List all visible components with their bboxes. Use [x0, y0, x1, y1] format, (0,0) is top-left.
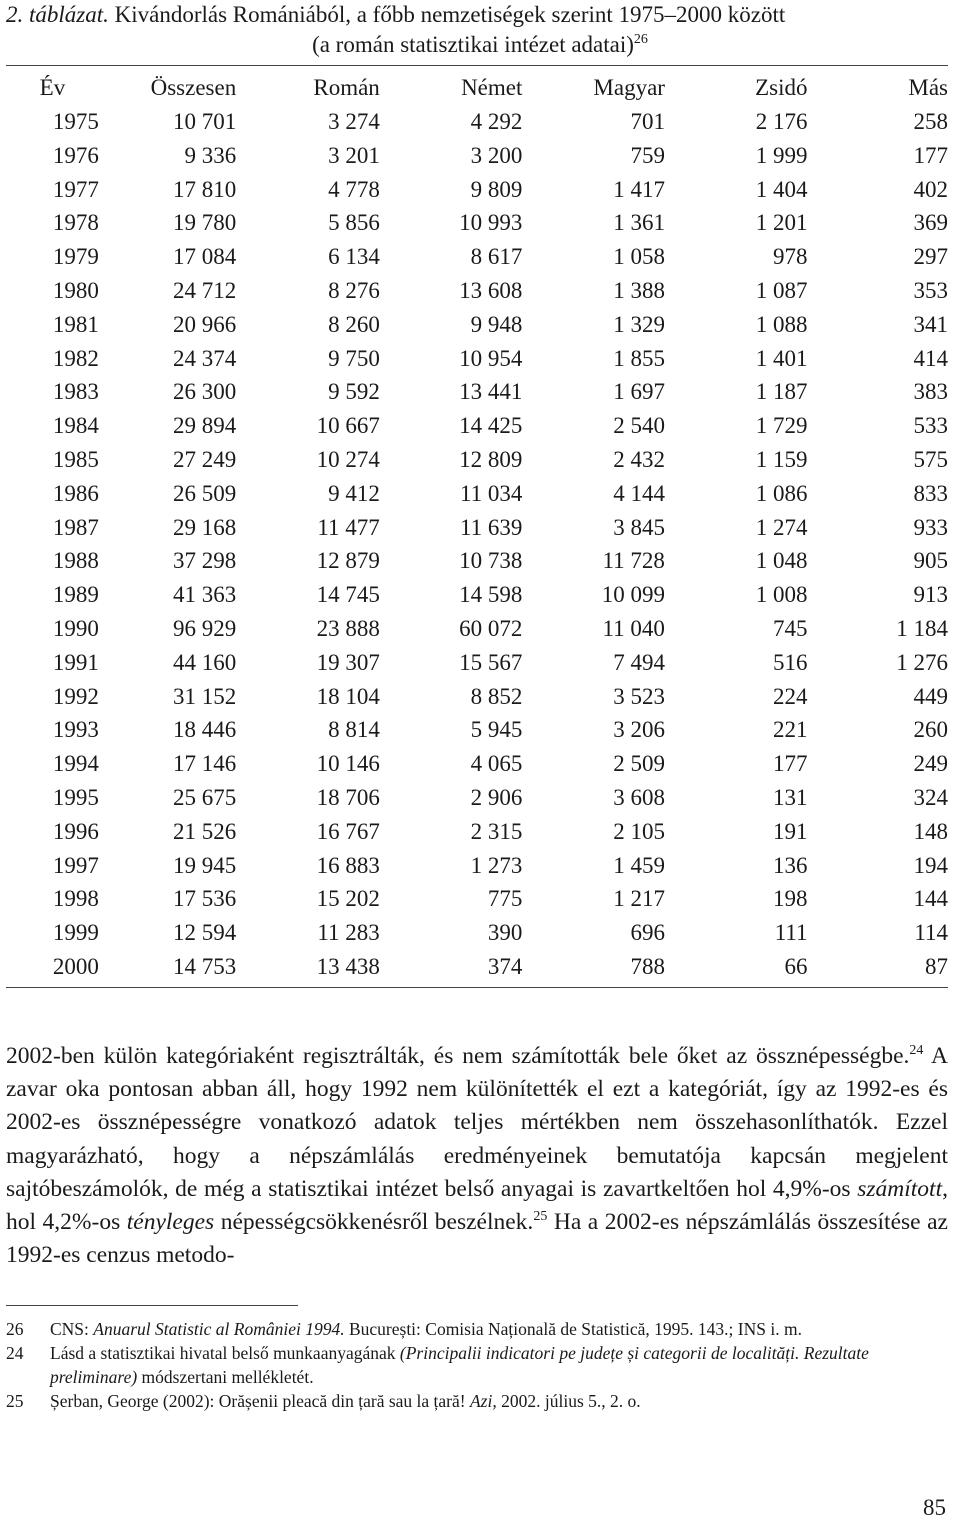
cell-total: 26 509: [172, 480, 237, 506]
cell-total: 31 152: [172, 683, 237, 709]
cell-jewish: 191: [773, 818, 808, 844]
cell-romanian: 23 888: [316, 615, 380, 641]
table-row: [6, 206, 948, 240]
cell-german: 2 315: [470, 818, 523, 844]
table-row: [6, 274, 948, 308]
footnote-text: CNS:: [50, 1319, 94, 1339]
table-row: [6, 950, 948, 984]
cell-other: 144: [913, 886, 948, 912]
cell-total: 9 336: [184, 142, 237, 168]
cell-hungarian: 1 329: [613, 311, 665, 337]
footnote-ref-24: 24: [909, 1043, 924, 1058]
cell-hungarian: 1 388: [613, 277, 665, 303]
cell-other: 1 184: [896, 615, 948, 641]
cell-jewish: 1 088: [755, 311, 808, 337]
cell-jewish: 516: [773, 649, 808, 675]
cell-jewish: 111: [774, 920, 808, 946]
cell-german: 11 639: [459, 514, 523, 540]
cell-other: 913: [913, 582, 948, 608]
footnote-24: [6, 1341, 948, 1389]
cell-total: 18 446: [172, 717, 237, 743]
cell-other: 260: [913, 717, 948, 743]
cell-total: 26 300: [172, 379, 237, 405]
table-row: [6, 578, 948, 612]
cell-hungarian: 2 540: [613, 413, 665, 439]
cell-total: 24 374: [172, 345, 237, 371]
cell-other: 449: [913, 683, 948, 709]
cell-total: 21 526: [172, 818, 237, 844]
cell-year: 1991: [52, 649, 99, 675]
cell-jewish: 1 048: [755, 548, 808, 574]
cell-year: 1994: [52, 751, 99, 777]
cell-romanian: 6 134: [328, 244, 380, 270]
cell-total: 17 536: [172, 886, 237, 912]
table-row: [6, 375, 948, 409]
cell-year: 1990: [52, 615, 99, 641]
footnote-title: (Principalii indicatori pe județe și categorii de localități. Rezultate preliminare): [50, 1343, 869, 1387]
cell-german: 8 852: [470, 683, 523, 709]
cell-year: 1988: [52, 548, 99, 574]
cell-german: 14 425: [459, 413, 523, 439]
cell-other: 324: [913, 784, 948, 810]
cell-other: 87: [925, 953, 948, 979]
cell-german: 10 993: [459, 210, 523, 236]
footnotes: [6, 1317, 948, 1413]
cell-romanian: 9 592: [328, 379, 380, 405]
cell-total: 24 712: [172, 277, 237, 303]
cell-jewish: 745: [773, 615, 808, 641]
cell-jewish: 224: [773, 683, 808, 709]
table-row: [6, 308, 948, 342]
cell-german: 12 809: [459, 446, 523, 472]
body-emphasis-computed: számított: [857, 1175, 943, 1202]
cell-other: 369: [913, 210, 948, 236]
cell-romanian: 11 477: [317, 514, 380, 540]
footnote-separator: [6, 1305, 298, 1306]
header-total: Összesen: [150, 75, 237, 101]
cell-jewish: 978: [773, 244, 808, 270]
cell-year: 1989: [52, 582, 99, 608]
cell-jewish: 1 729: [755, 413, 808, 439]
cell-jewish: 177: [773, 751, 808, 777]
footnote-number: 26: [6, 1319, 24, 1339]
cell-jewish: 66: [784, 953, 808, 979]
cell-romanian: 3 274: [328, 109, 380, 134]
cell-german: 390: [487, 920, 523, 946]
page-number: 85: [923, 1495, 946, 1520]
cell-jewish: 1 008: [755, 582, 808, 608]
cell-total: 29 168: [172, 514, 237, 540]
cell-hungarian: 759: [630, 142, 665, 168]
cell-year: 1996: [52, 818, 99, 844]
header-romanian: Román: [313, 75, 380, 101]
cell-romanian: 19 307: [316, 649, 380, 675]
cell-year: 1999: [52, 920, 99, 946]
header-year: Év: [39, 75, 66, 101]
cell-other: 148: [913, 818, 948, 844]
cell-romanian: 14 745: [316, 582, 380, 608]
cell-year: 1975: [52, 109, 99, 134]
cell-hungarian: 7 494: [613, 649, 665, 675]
footnote-title: Azi,: [469, 1391, 497, 1411]
cell-year: 1993: [52, 717, 99, 743]
cell-hungarian: 3 845: [613, 514, 665, 540]
cell-romanian: 10 146: [316, 751, 380, 777]
cell-total: 10 701: [172, 109, 237, 134]
cell-hungarian: 11 728: [602, 548, 665, 574]
table-caption: [0, 0, 960, 60]
cell-year: 1985: [52, 446, 99, 472]
cell-romanian: 8 260: [328, 311, 380, 337]
cell-total: 17 810: [172, 176, 237, 202]
body-sentence-2: A zavar oka pontosan abban áll, hogy 1992 nem különítették el ezt a kategóriát, így az 1992-es és 2002-es össznépességre vonatkozó adatok teljes mértékben nem összehasonlíthatók. Ezzel magyarázható, hogy a népszámlálás eredményeinek bemutatója kapcsán megjelent sajtóbeszámolók, de még a statisztikai intézet belső anyagai is zavartkeltően hol 4,9%-os: [6, 1043, 948, 1202]
cell-other: 383: [913, 379, 948, 405]
footnote-26: [6, 1317, 948, 1341]
body-sentence-3: , hol 4,2%-os: [6, 1175, 948, 1236]
footnote-text: módszertani mellékletét.: [137, 1367, 314, 1387]
table-row: [6, 105, 948, 139]
cell-hungarian: 4 144: [613, 480, 665, 506]
cell-year: 1979: [52, 244, 99, 270]
cell-hungarian: 3 523: [613, 683, 665, 709]
cell-hungarian: 788: [630, 953, 665, 979]
cell-romanian: 18 104: [316, 683, 380, 709]
footnote-number: 25: [6, 1391, 24, 1411]
cell-year: 1982: [52, 345, 99, 371]
cell-hungarian: 701: [630, 109, 665, 134]
cell-year: 1998: [52, 886, 99, 912]
cell-jewish: 1 187: [755, 379, 808, 405]
cell-total: 29 894: [172, 413, 237, 439]
cell-total: 96 929: [172, 615, 237, 641]
cell-romanian: 4 778: [328, 176, 380, 202]
header-other: Más: [908, 75, 948, 101]
cell-romanian: 3 201: [328, 142, 380, 168]
cell-other: 905: [913, 548, 948, 574]
cell-other: 833: [913, 480, 948, 506]
cell-german: 775: [487, 886, 523, 912]
footnote-25: [6, 1389, 948, 1413]
caption-label: 2. táblázat.: [6, 2, 109, 27]
body-paragraph: [6, 1040, 948, 1272]
cell-jewish: 1 401: [755, 345, 808, 371]
cell-jewish: 198: [773, 886, 808, 912]
cell-total: 19 945: [172, 852, 237, 878]
cell-year: 2000: [52, 953, 99, 979]
body-sentence-1: 2002-ben külön kategóriaként regisztrálták, és nem számították bele őket az össznépességbe.: [6, 1043, 910, 1069]
cell-jewish: 1 159: [755, 446, 808, 472]
table-top-rule: [6, 65, 948, 66]
cell-year: 1978: [52, 210, 99, 236]
cell-hungarian: 1 217: [613, 886, 665, 912]
cell-year: 1981: [52, 311, 99, 337]
body-sentence-5: Ha a 2002-es népszámlálás összesítése az 1992-es cenzus metodo-: [6, 1209, 948, 1269]
cell-romanian: 9 750: [328, 345, 380, 371]
table-row: [6, 916, 948, 950]
cell-german: 4 292: [470, 109, 523, 134]
cell-german: 5 945: [470, 717, 523, 743]
cell-german: 1 273: [470, 852, 523, 878]
cell-romanian: 11 283: [317, 920, 380, 946]
cell-german: 374: [487, 953, 523, 979]
cell-other: 575: [913, 446, 948, 472]
table-row: [6, 173, 948, 207]
cell-other: 194: [913, 852, 948, 878]
table-body: [6, 105, 948, 984]
cell-jewish: 1 087: [755, 277, 808, 303]
cell-jewish: 2 176: [755, 109, 808, 134]
cell-total: 37 298: [172, 548, 237, 574]
cell-romanian: 15 202: [316, 886, 380, 912]
cell-german: 15 567: [459, 649, 523, 675]
cell-jewish: 131: [773, 784, 808, 810]
cell-year: 1992: [52, 683, 99, 709]
cell-other: 297: [913, 244, 948, 270]
cell-german: 8 617: [470, 244, 523, 270]
cell-german: 9 948: [470, 311, 523, 337]
cell-german: 14 598: [459, 582, 523, 608]
cell-jewish: 1 999: [755, 142, 808, 168]
cell-year: 1976: [52, 142, 99, 168]
cell-other: 258: [913, 109, 948, 134]
cell-total: 17 084: [172, 244, 237, 270]
table-row: [6, 680, 948, 714]
cell-german: 4 065: [470, 751, 523, 777]
caption-line-2: [0, 30, 960, 60]
cell-other: 402: [913, 176, 948, 202]
cell-total: 25 675: [172, 784, 237, 810]
cell-romanian: 18 706: [316, 784, 380, 810]
cell-total: 20 966: [172, 311, 237, 337]
footnote-text: București: Comisia Națională de Statistică, 1995. 143.; INS i. m.: [344, 1319, 802, 1339]
cell-romanian: 10 667: [316, 413, 380, 439]
table-row: [6, 342, 948, 376]
cell-hungarian: 2 432: [613, 446, 665, 472]
cell-total: 27 249: [172, 446, 237, 472]
table-row: [6, 882, 948, 916]
cell-romanian: 9 412: [328, 480, 380, 506]
cell-total: 41 363: [172, 582, 237, 608]
cell-year: 1987: [52, 514, 99, 540]
table-row: [6, 612, 948, 646]
cell-hungarian: 3 608: [613, 784, 665, 810]
table-bottom-rule: [6, 987, 948, 988]
cell-other: 249: [913, 751, 948, 777]
table-row: [6, 477, 948, 511]
caption-title: Kivándorlás Romániából, a főbb nemzetiségek szerint 1975–2000 között: [114, 2, 786, 27]
cell-year: 1986: [52, 480, 99, 506]
footnote-text: 2002. július 5., 2. o.: [496, 1391, 641, 1411]
cell-year: 1997: [52, 852, 99, 878]
cell-german: 11 034: [459, 480, 523, 506]
footnote-number: 24: [6, 1343, 24, 1363]
emigration-table: [6, 71, 948, 984]
cell-year: 1995: [52, 784, 99, 810]
cell-other: 533: [913, 413, 948, 439]
cell-romanian: 8 814: [328, 717, 380, 743]
cell-german: 2 906: [470, 784, 523, 810]
cell-hungarian: 1 459: [613, 852, 665, 878]
cell-other: 1 276: [896, 649, 948, 675]
table-row: [6, 713, 948, 747]
cell-year: 1983: [52, 379, 99, 405]
table-row: [6, 849, 948, 883]
cell-german: 9 809: [470, 176, 523, 202]
cell-german: 13 441: [459, 379, 523, 405]
table-row: [6, 747, 948, 781]
cell-romanian: 8 276: [328, 277, 380, 303]
cell-romanian: 10 274: [316, 446, 380, 472]
cell-jewish: 1 274: [755, 514, 808, 540]
cell-other: 353: [913, 277, 948, 303]
cell-total: 14 753: [172, 953, 237, 979]
table-row: [6, 781, 948, 815]
header-jewish: Zsidó: [755, 75, 808, 101]
table-row: [6, 544, 948, 578]
cell-year: 1977: [52, 176, 99, 202]
table-row: [6, 511, 948, 545]
cell-hungarian: 11 040: [602, 615, 665, 641]
cell-jewish: 1 404: [755, 176, 808, 202]
cell-jewish: 1 201: [755, 210, 808, 236]
caption-footnote-ref: 26: [633, 32, 648, 47]
cell-romanian: 16 883: [316, 852, 380, 878]
cell-total: 44 160: [172, 649, 237, 675]
cell-jewish: 1 086: [755, 480, 808, 506]
cell-hungarian: 1 058: [613, 244, 665, 270]
cell-year: 1984: [52, 413, 99, 439]
cell-hungarian: 2 105: [613, 818, 665, 844]
caption-line-1: [0, 0, 960, 30]
cell-jewish: 221: [773, 717, 808, 743]
table-row: [6, 815, 948, 849]
cell-other: 933: [913, 514, 948, 540]
cell-hungarian: 3 206: [613, 717, 665, 743]
cell-total: 12 594: [172, 920, 237, 946]
cell-other: 114: [914, 920, 948, 946]
cell-hungarian: 10 099: [601, 582, 665, 608]
table-row: [6, 409, 948, 443]
cell-german: 60 072: [459, 615, 523, 641]
footnote-ref-25: 25: [533, 1209, 548, 1225]
footnote-text: Lásd a statisztikai hivatal belső munkaanyagának: [50, 1343, 400, 1363]
body-sentence-4: népességcsökkenésről beszélnek.: [214, 1209, 534, 1236]
cell-german: 3 200: [470, 142, 523, 168]
cell-hungarian: 2 509: [613, 751, 665, 777]
cell-jewish: 136: [773, 852, 808, 878]
cell-year: 1980: [52, 277, 99, 303]
cell-total: 17 146: [172, 751, 237, 777]
cell-german: 13 608: [459, 277, 523, 303]
table-row: [6, 139, 948, 173]
header-german: Német: [461, 75, 523, 101]
table-row: [6, 443, 948, 477]
header-hungarian: Magyar: [593, 75, 665, 101]
cell-german: 10 738: [459, 548, 523, 574]
cell-romanian: 13 438: [316, 953, 380, 979]
cell-hungarian: 696: [630, 920, 665, 946]
footnote-title: Anuarul Statistic al României 1994.: [93, 1319, 345, 1339]
cell-romanian: 12 879: [316, 548, 380, 574]
cell-romanian: 16 767: [316, 818, 380, 844]
caption-subtitle: (a román statisztikai intézet adatai): [312, 32, 634, 57]
cell-total: 19 780: [172, 210, 237, 236]
cell-hungarian: 1 417: [613, 176, 665, 202]
cell-hungarian: 1 697: [613, 379, 665, 405]
cell-german: 10 954: [459, 345, 523, 371]
cell-hungarian: 1 361: [613, 210, 665, 236]
table-row: [6, 646, 948, 680]
cell-romanian: 5 856: [328, 210, 380, 236]
table-row: [6, 240, 948, 274]
cell-hungarian: 1 855: [613, 345, 665, 371]
table-header-row: [6, 71, 948, 105]
cell-other: 414: [913, 345, 948, 371]
cell-other: 341: [913, 311, 948, 337]
cell-other: 177: [913, 142, 948, 168]
footnote-text: Șerban, George (2002): Orășenii pleacă din țară sau la țară!: [50, 1391, 470, 1411]
body-emphasis-actual: tényleges: [126, 1209, 215, 1236]
